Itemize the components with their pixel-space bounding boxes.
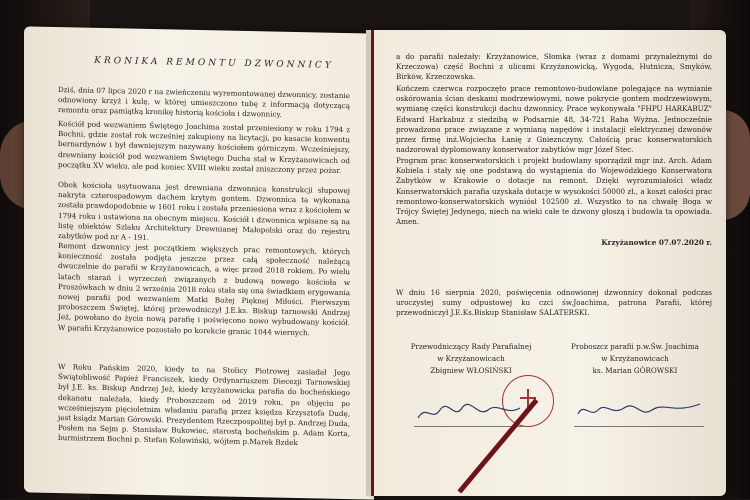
paragraph-funding: Program prac konserwatorskich i projekt budowlany sporządził mgr inż. Arch. Adam Kobiela i stały się one podstawą do wystąpienia do Wojewódzkiego Konserwatora Zabytków w Krakowie o dotacje na remont. Dzięki wyrozumiałości władz Konserwatorskich parafia uzyskała dotacje w wysokości 50000 zł., a koszt całości prac remontowo-konserwatorskich wyniósł 102500 zł. Wszystko to na chwałę Boga w Trójcy Świętej Jedynego, niech na wieki całe te dzwony głoszą i budowla ta opowiada. Amen. <box>396 156 712 227</box>
signature-priest <box>574 396 704 426</box>
right-page <box>374 30 726 496</box>
signature-line-priest <box>574 426 704 427</box>
council-title: Przewodniczący Rady Parafialnej <box>410 342 532 351</box>
paragraph-parish-area: a do parafii należały: Krzyżanowice, Słomka (wraz z domami przynależnymi do Krzeczowa) część Bochni z ulicami Krzyżanowicką, Wygoda, Hutnicza, Smyków, Birków, Krzeczowska. <box>396 52 712 82</box>
paragraph-belfry: Obok kościoła usytuowana jest drewniana dzwonnica konstrukcji słupowej nakryta czterospadowym dachem krytym gontem. Dzwonnica ta wykonana została prawdopodobnie w 1601 roku i została przeniesiona wraz z kościołem w 1794 roku i ustawiona na obecnym miejscu. Kościół i dzwonnica wpisane są na listę obiektów Szlaku Architektury Drewnianej Małopolski oraz do rejestru zabytków pod nr A - 191. <box>58 180 350 242</box>
priest-title: Proboszcz parafii p.w.Św. Joachima <box>571 342 699 351</box>
council-name: Zbigniew WŁOSIŃSKI <box>430 366 512 375</box>
paragraph-intro: Dziś, dnia 07 lipca 2020 r na zwieńczeniu wyremontowanej dzwonnicy, zostanie odnowiony krzyż i kulę, w której umieszczono tubę z informacją dotyczącą remontu oraz pamiątką kronikę historią kościoła i dzwonnicy. <box>58 85 350 120</box>
signature-council <box>414 398 524 428</box>
paragraph-church-history: Kościół pod wezwaniem Świętego Joachima został przeniesiony w roku 1794 z Bochni, gdzie został rok wcześniej zakupiony na licytacji, po kasacie konwentu bernardynów i był dawniejszym nazywany kościołem górniczym. Wcześniejszy, drewniany kościół pod wezwaniem Świętego Ducha stał w Krzyżanowicach od początku XV wieku, ale pod koniec XVIII wieku został zniszczony przez pożar. <box>58 119 350 175</box>
signature-line-council <box>414 426 524 427</box>
priest-place: w Krzyżanowicach <box>601 354 669 363</box>
council-place: w Krzyżanowicach <box>437 354 505 363</box>
chronicle-title: KRONIKA REMONTU DZWONNICY <box>94 55 334 71</box>
paragraph-renovation-works: Kończem czerwca rozpoczęto prace remontowo-budowlane polegające na wymianie oskórowania ścian deskami modrzewiowymi, nowe pokrycie gontem modrzewiowym, wymianę części konstrukcji dachu dzwonnicy. Prace wykonywała "FHPU HARKABUZ" Edward Harkabuz z siedzibą w Podsarnie 48, 34-721 Raba Wyżna. Jednocześnie prowadzono prace związane z wymianą napędów i instalacji elektrycznej dzwonów przez firmę inż.Wojciecha Łanię z Gnieznczyny. Całością prac konserwatorskich nadzorował dyplomowany konserwator zabytków mgr Józef Stec. <box>396 84 712 155</box>
left-page <box>24 26 374 499</box>
paragraph-consecration: W dniu 16 sierpnia 2020, poświęcenia odnowionej dzwonnicy dokonał podczas uroczystej sumy odpustowej ku czci św.Joachima, patrona Parafii, której przewodniczył J.E.Ks.Biskup Stanisław SALATERSKI. <box>396 288 712 318</box>
date-place: Krzyżanowice 07.07.2020 r. <box>601 238 712 247</box>
open-book <box>14 30 732 496</box>
paragraph-year-2020: W Roku Pańskim 2020, kiedy to na Stolicy Piotrowej zasiadał Jego Świątobliwość Papież Franciszek, kiedy Ordynariuszem Diecezji Tarnowskiej był J.E. ks. Biskup Andrzej Jeż, kiedy krzyżanowicka parafia do bocheńskiego dekanatu należała, kiedy Proboszczem od 2019 roku, po objęciu po wcześniejszym pięcioletnim władaniu parafią przez księdza Krzysztofa Dudę, jest ksiądz Marian Górowski. Prezydentem Rzeczpospolitej był p. Andrzej Duda, Posłem na Sejm p. Stanisław Bukowiec, starostą bocheńskim p. Adam Korta, burmistrzem Bochni p. Stefan Kolawiński, wójtem p.Marek Bzdek <box>58 362 350 448</box>
paragraph-parish: Remont dzwonnicy jest początkiem większych prac remontowych, których konieczność została podjęta jeszcze przez całą społeczność należącą dwuczelnie do parafii w Krzyżanowicach, a więc przed 2018 rokiem. Po wielu latach starań i wyrzeczeń związanych z budową nowego kościoła w Proszówkach w dniu 2 września 2018 roku stała się ona świadkiem erygowania nowej parafii pod wezwaniem Matki Bożej Pięknej Miłości. Pierwszym proboszczem Świętej, której przewodniczył J.E.ks. Biskup tarnowski Andrzej Jeż, powołano do życia nową parafię i poświęcono nowo wybudowany kościół. W parafii Krzyżanowice pozostało po korekcie granic 1044 wiernych. <box>58 241 350 337</box>
priest-name: ks. Marian GÓROWSKI <box>592 366 678 375</box>
